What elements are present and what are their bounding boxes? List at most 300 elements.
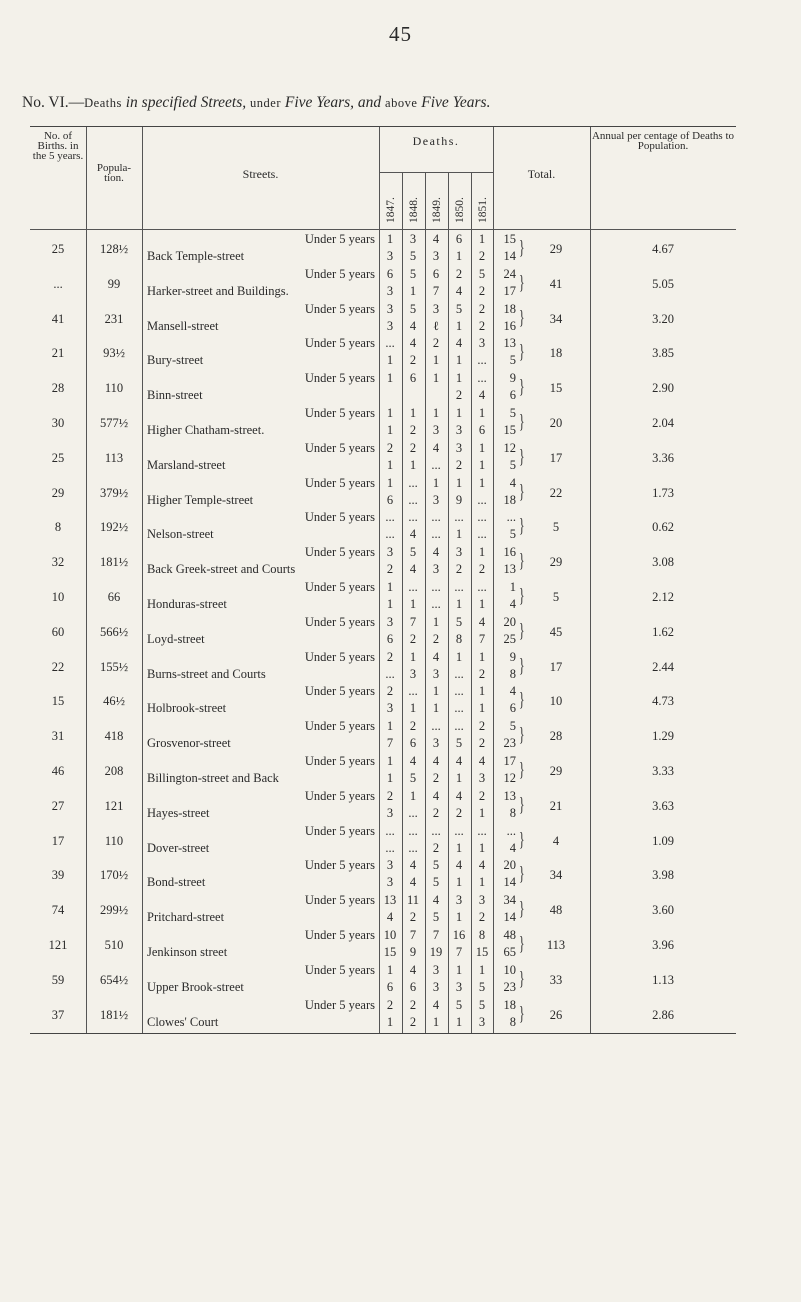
total-value: 26	[549, 1007, 563, 1022]
deaths-under-five: 1	[455, 475, 463, 490]
street-name: Higher Temple-street	[147, 492, 254, 507]
deaths-under-five: 3	[455, 545, 463, 560]
deaths-above-five: ...	[408, 492, 418, 507]
street-name: Back Temple-street	[147, 249, 245, 263]
births-value: 8	[54, 520, 62, 535]
deaths-above-five: 7	[455, 945, 463, 959]
total-value: 29	[549, 764, 563, 778]
births-value: 41	[51, 311, 65, 326]
deaths-under-five: 2	[386, 788, 394, 803]
deaths-above-five: 19	[429, 945, 443, 959]
total-above-five: 4	[509, 840, 516, 855]
deaths-above-five: ...	[385, 666, 395, 681]
deaths-table	[30, 126, 736, 1034]
deaths-above-five: 6	[386, 492, 394, 507]
deaths-under-five: ...	[454, 510, 464, 525]
deaths-under-five: 1	[478, 545, 486, 560]
deaths-under-five: ...	[454, 719, 464, 734]
under-five-label: Under 5 years	[304, 336, 375, 351]
brace-icon: }	[518, 759, 525, 781]
total-value: 34	[549, 868, 563, 883]
deaths-above-five: 1	[455, 353, 463, 368]
deaths-header: Deaths.	[412, 134, 460, 148]
births-value: 32	[51, 555, 65, 570]
deaths-under-five: 3	[478, 893, 486, 908]
deaths-above-five: ...	[431, 457, 441, 472]
street-name: Bury-street	[147, 353, 204, 368]
brace-icon: }	[518, 689, 525, 712]
deaths-above-five: 3	[478, 1014, 486, 1029]
deaths-above-five: 1	[386, 597, 394, 611]
total-above-five: 14	[503, 249, 516, 263]
deaths-under-five: 4	[432, 649, 440, 664]
deaths-under-five: 3	[455, 440, 463, 455]
under-five-label: Under 5 years	[304, 301, 375, 316]
table-caption	[22, 94, 792, 112]
total-above-five: 8	[509, 805, 516, 820]
total-under-five: 18	[503, 997, 516, 1012]
total-above-five: 5	[509, 353, 516, 368]
deaths-above-five: 1	[409, 457, 417, 472]
percentage-value: 3.96	[652, 938, 674, 952]
deaths-under-five: 3	[386, 545, 394, 560]
population-value: 181½	[99, 555, 129, 570]
caption-deaths: Deaths	[84, 96, 122, 110]
caption-above: above	[385, 96, 418, 110]
brace-icon: }	[518, 898, 525, 921]
total-above-five: 6	[509, 701, 516, 716]
deaths-under-five: ...	[408, 823, 418, 838]
under-five-label: Under 5 years	[304, 266, 375, 281]
under-five-label: Under 5 years	[304, 406, 375, 420]
percentage-value: 3.60	[652, 903, 674, 918]
street-name: Loyd-street	[147, 631, 205, 646]
year-header: 1848.	[408, 197, 420, 223]
deaths-above-five: 3	[432, 979, 440, 994]
total-value: 41	[549, 276, 563, 291]
deaths-above-five: 1	[386, 423, 394, 437]
year-header: 1850.	[454, 197, 466, 223]
page-number: 45	[389, 22, 412, 46]
deaths-above-five: 7	[478, 631, 486, 646]
street-name: Back Greek-street and Courts	[147, 562, 296, 577]
deaths-above-five: 1	[455, 318, 463, 333]
total-under-five: 5	[509, 719, 516, 734]
deaths-above-five: 4	[478, 388, 486, 403]
deaths-above-five: 2	[409, 423, 417, 437]
brace-icon: }	[518, 271, 525, 294]
total-value: 17	[549, 450, 563, 465]
births-value: 37	[51, 1007, 65, 1022]
deaths-above-five: ...	[477, 492, 487, 507]
total-above-five: 16	[503, 318, 516, 333]
population-value: 46½	[103, 694, 125, 709]
deaths-under-five: 3	[478, 336, 486, 351]
brace-icon: }	[518, 376, 525, 399]
brace-icon: }	[518, 585, 525, 607]
street-name: Mansell-street	[147, 318, 219, 333]
percentage-value: 2.90	[652, 381, 674, 396]
street-name: Upper Brook-street	[147, 979, 244, 994]
deaths-under-five: 4	[432, 997, 440, 1012]
deaths-above-five: 1	[455, 1014, 463, 1029]
brace-icon: }	[518, 654, 525, 677]
population-value: 192½	[99, 520, 129, 535]
under-five-label: Under 5 years	[304, 823, 375, 838]
births-value: 60	[51, 624, 65, 639]
deaths-above-five: 5	[478, 979, 486, 994]
street-name: Bond-street	[147, 875, 206, 890]
deaths-under-five: ...	[408, 580, 418, 594]
total-under-five: ...	[506, 823, 516, 838]
deaths-above-five: 3	[386, 875, 394, 890]
street-name: Binn-street	[147, 388, 203, 403]
deaths-under-five: 4	[409, 962, 417, 977]
total-above-five: 8	[509, 1014, 516, 1029]
deaths-under-five: 4	[432, 545, 440, 560]
births-value: 59	[51, 972, 65, 987]
percentage-value: 1.73	[652, 485, 674, 500]
deaths-above-five: 1	[386, 457, 394, 472]
deaths-above-five: 3	[432, 562, 440, 577]
streets-header: Streets.	[242, 167, 279, 181]
deaths-under-five: ...	[385, 823, 395, 838]
deaths-above-five: 5	[432, 910, 440, 925]
under-five-label: Under 5 years	[304, 754, 375, 768]
total-value: 33	[549, 972, 563, 987]
deaths-above-five: 1	[409, 701, 417, 716]
street-name: Hayes-street	[147, 805, 210, 820]
percentage-value: 5.05	[652, 276, 674, 291]
deaths-above-five: 3	[432, 736, 440, 751]
under-five-label: Under 5 years	[304, 580, 375, 594]
street-name: Nelson-street	[147, 527, 214, 542]
deaths-under-five: 4	[409, 336, 417, 351]
under-five-label: Under 5 years	[304, 928, 375, 942]
deaths-under-five: 4	[432, 788, 440, 803]
deaths-under-five: 1	[455, 962, 463, 977]
brace-icon: }	[518, 863, 525, 886]
total-header: Total.	[527, 167, 556, 181]
deaths-above-five: 5	[409, 249, 417, 263]
deaths-above-five: 1	[386, 771, 394, 785]
deaths-above-five: 6	[386, 979, 394, 994]
deaths-above-five: 2	[478, 910, 486, 925]
births-value: 46	[51, 764, 65, 778]
births-value: 21	[51, 346, 65, 361]
year-header: 1847.	[385, 197, 397, 223]
total-value: 5	[552, 520, 560, 535]
percentage-value: 4.67	[652, 242, 674, 256]
total-under-five: 13	[503, 788, 516, 803]
population-value: 155½	[99, 659, 129, 674]
deaths-under-five: ...	[477, 371, 487, 386]
deaths-under-five: 1	[386, 475, 394, 490]
deaths-above-five: 3	[432, 423, 440, 437]
deaths-above-five: 2	[478, 249, 486, 263]
percentage-value: 4.73	[652, 694, 674, 709]
deaths-above-five: 1	[478, 840, 486, 855]
deaths-under-five: 2	[409, 719, 417, 734]
deaths-under-five: 5	[455, 997, 463, 1012]
percentage-value: 2.04	[652, 416, 674, 430]
total-above-five: 6	[509, 388, 516, 403]
deaths-under-five: 1	[386, 406, 394, 420]
year-header: 1851.	[477, 197, 489, 223]
deaths-above-five: 2	[409, 353, 417, 368]
deaths-above-five: 5	[409, 771, 417, 785]
deaths-under-five: 1	[409, 406, 417, 420]
deaths-under-five: 5	[455, 614, 463, 629]
total-above-five: 23	[503, 736, 516, 751]
total-under-five: 16	[503, 545, 516, 560]
annual-percentage-header: Annual per centage of Deaths to Population.	[591, 130, 735, 152]
births-value: 27	[51, 798, 65, 813]
column-rule	[590, 127, 591, 1033]
caption-five-years-a: Five Years,	[284, 94, 355, 111]
street-name: Billington-street and Back	[147, 771, 279, 785]
street-name: Higher Chatham-street.	[147, 423, 265, 437]
total-under-five: 1	[509, 580, 516, 594]
deaths-above-five: 1	[478, 875, 486, 890]
deaths-under-five: 2	[386, 440, 394, 455]
total-under-five: 9	[509, 371, 516, 386]
total-value: 4	[552, 833, 560, 848]
street-name: Holbrook-street	[147, 701, 227, 716]
deaths-above-five: 4	[409, 562, 417, 577]
total-under-five: 4	[509, 684, 516, 699]
deaths-under-five: 5	[455, 301, 463, 316]
deaths-above-five: 1	[409, 283, 417, 298]
deaths-under-five: 3	[386, 614, 394, 629]
deaths-under-five: 5	[478, 997, 486, 1012]
total-above-five: 8	[509, 666, 516, 681]
births-value: 74	[51, 903, 65, 918]
deaths-above-five: 1	[455, 249, 463, 263]
deaths-under-five: 1	[432, 406, 440, 420]
percentage-value: 2.12	[652, 590, 674, 604]
total-value: 48	[549, 903, 563, 918]
deaths-under-five: 4	[455, 858, 463, 873]
total-value: 113	[546, 938, 566, 952]
deaths-under-five: 1	[386, 754, 394, 768]
deaths-under-five: 1	[386, 580, 394, 594]
deaths-under-five: 10	[383, 928, 397, 942]
under-five-label: Under 5 years	[304, 510, 375, 525]
total-above-five: 23	[503, 979, 516, 994]
deaths-under-five: 5	[409, 301, 417, 316]
under-five-label: Under 5 years	[304, 649, 375, 664]
births-value: 25	[51, 450, 65, 465]
caption-in-specified: in specified Streets,	[125, 94, 247, 111]
deaths-under-five: ...	[454, 684, 464, 699]
brace-icon: }	[518, 828, 525, 851]
deaths-above-five: 3	[386, 249, 394, 263]
deaths-under-five: 4	[478, 858, 486, 873]
under-five-label: Under 5 years	[304, 232, 375, 246]
deaths-above-five: 2	[432, 631, 440, 646]
deaths-above-five: 2	[478, 736, 486, 751]
deaths-under-five: 16	[452, 928, 466, 942]
deaths-above-five: ...	[431, 597, 441, 611]
deaths-above-five: 1	[478, 805, 486, 820]
deaths-under-five: 1	[478, 649, 486, 664]
population-value: 379½	[99, 485, 129, 500]
deaths-above-five: 1	[386, 353, 394, 368]
deaths-under-five: ...	[408, 510, 418, 525]
total-under-five: 10	[503, 962, 516, 977]
deaths-above-five: 1	[409, 597, 417, 611]
brace-icon: }	[518, 445, 525, 468]
deaths-under-five: 1	[386, 232, 394, 246]
deaths-under-five: 1	[432, 475, 440, 490]
brace-icon: }	[518, 1002, 525, 1025]
births-value: 29	[51, 485, 65, 500]
under-five-label: Under 5 years	[304, 719, 375, 734]
column-rule	[86, 127, 87, 1033]
deaths-under-five: 4	[409, 858, 417, 873]
deaths-above-five: 7	[386, 736, 394, 751]
deaths-above-five: 3	[386, 805, 394, 820]
street-name: Harker-street and Buildings.	[147, 283, 289, 298]
total-under-five: 20	[503, 858, 516, 873]
deaths-under-five: 1	[432, 614, 440, 629]
street-name: Pritchard-street	[147, 910, 225, 925]
street-name: Marsland-street	[147, 457, 226, 472]
total-under-five: 18	[503, 301, 516, 316]
deaths-under-five: 1	[478, 406, 486, 420]
total-above-five: 14	[503, 910, 516, 925]
total-value: 34	[549, 311, 563, 326]
deaths-above-five: 2	[455, 805, 463, 820]
brace-icon: }	[518, 515, 525, 538]
deaths-above-five: 3	[386, 701, 394, 716]
population-value: 121	[104, 798, 124, 813]
total-value: 45	[549, 624, 563, 639]
population-value: 110	[104, 833, 124, 848]
header-rule	[30, 229, 736, 230]
total-under-five: 34	[503, 893, 516, 908]
deaths-above-five: 2	[409, 1014, 417, 1029]
deaths-above-five: ...	[454, 701, 464, 716]
brace-icon: }	[518, 933, 525, 955]
total-above-five: 5	[509, 457, 516, 472]
year-header: 1849.	[431, 197, 443, 223]
deaths-above-five: 5	[455, 736, 463, 751]
deaths-above-five: 2	[478, 283, 486, 298]
deaths-under-five: 7	[432, 928, 440, 942]
population-value: 66	[107, 590, 121, 604]
deaths-above-five: 6	[478, 423, 486, 437]
deaths-under-five: 6	[386, 266, 394, 281]
population-value: 181½	[99, 1007, 129, 1022]
total-under-five: 5	[509, 406, 516, 420]
deaths-above-five: ...	[477, 527, 487, 542]
percentage-value: 0.62	[652, 520, 674, 535]
brace-icon: }	[518, 724, 525, 747]
deaths-above-five: 6	[409, 736, 417, 751]
deaths-under-five: ...	[431, 719, 441, 734]
deaths-under-five: 4	[478, 614, 486, 629]
total-value: 10	[549, 694, 563, 709]
deaths-under-five: 2	[432, 336, 440, 351]
deaths-under-five: 2	[386, 684, 394, 699]
deaths-under-five: 1	[455, 371, 463, 386]
population-value: 566½	[99, 624, 129, 639]
deaths-under-five: 1	[432, 371, 440, 386]
population-value: 577½	[99, 416, 129, 430]
total-above-five: 17	[503, 283, 516, 298]
deaths-above-five: 2	[478, 318, 486, 333]
deaths-under-five: 2	[478, 301, 486, 316]
deaths-under-five: ...	[408, 475, 418, 490]
percentage-value: 3.98	[652, 868, 674, 883]
population-value: 510	[104, 938, 124, 952]
deaths-under-five: ...	[385, 336, 395, 351]
total-above-five: 14	[503, 875, 516, 890]
deaths-under-five: 3	[409, 232, 417, 246]
deaths-above-five: 3	[432, 249, 440, 263]
street-name: Burns-street and Courts	[147, 666, 266, 681]
deaths-above-five: 1	[432, 1014, 440, 1029]
deaths-above-five: 2	[432, 840, 440, 855]
deaths-above-five: ...	[385, 840, 395, 855]
total-value: 5	[552, 590, 560, 604]
total-value: 29	[549, 242, 563, 256]
total-above-five: 15	[503, 423, 516, 437]
total-under-five: 48	[503, 928, 516, 942]
deaths-above-five: ...	[477, 353, 487, 368]
total-above-five: 25	[503, 631, 516, 646]
deaths-under-five: ...	[454, 580, 464, 594]
deaths-above-five: 1	[478, 597, 486, 611]
deaths-under-five: 6	[409, 371, 417, 386]
under-five-label: Under 5 years	[304, 475, 375, 490]
deaths-above-five: 9	[409, 945, 417, 959]
total-value: 15	[549, 381, 563, 396]
deaths-under-five: 4	[432, 754, 440, 768]
brace-icon: }	[518, 411, 525, 433]
deaths-above-five: ...	[385, 527, 395, 542]
deaths-under-five: 8	[478, 928, 486, 942]
deaths-above-five: 2	[478, 666, 486, 681]
deaths-under-five: 1	[478, 962, 486, 977]
deaths-above-five: 6	[386, 631, 394, 646]
under-five-label: Under 5 years	[304, 684, 375, 699]
deaths-under-five: 4	[455, 754, 463, 768]
population-value: 170½	[99, 868, 129, 883]
deaths-above-five: 3	[409, 666, 417, 681]
deaths-under-five: 4	[409, 754, 417, 768]
under-five-label: Under 5 years	[304, 545, 375, 560]
total-above-five: 4	[509, 597, 516, 611]
deaths-under-five: 1	[478, 475, 486, 490]
total-above-five: 12	[503, 771, 516, 785]
deaths-above-five: 3	[455, 979, 463, 994]
deaths-above-five: 15	[475, 945, 489, 959]
deaths-under-five: 7	[409, 614, 417, 629]
deaths-above-five: 9	[455, 492, 463, 507]
population-value: 128½	[99, 242, 129, 256]
under-five-label: Under 5 years	[304, 788, 375, 803]
population-value: 231	[104, 311, 124, 326]
total-value: 28	[549, 729, 563, 744]
total-under-five: 17	[503, 754, 516, 768]
under-five-label: Under 5 years	[304, 893, 375, 908]
caption-five-years-b: Five Years.	[421, 94, 491, 111]
deaths-under-five: ...	[431, 510, 441, 525]
deaths-above-five: 1	[386, 1014, 394, 1029]
